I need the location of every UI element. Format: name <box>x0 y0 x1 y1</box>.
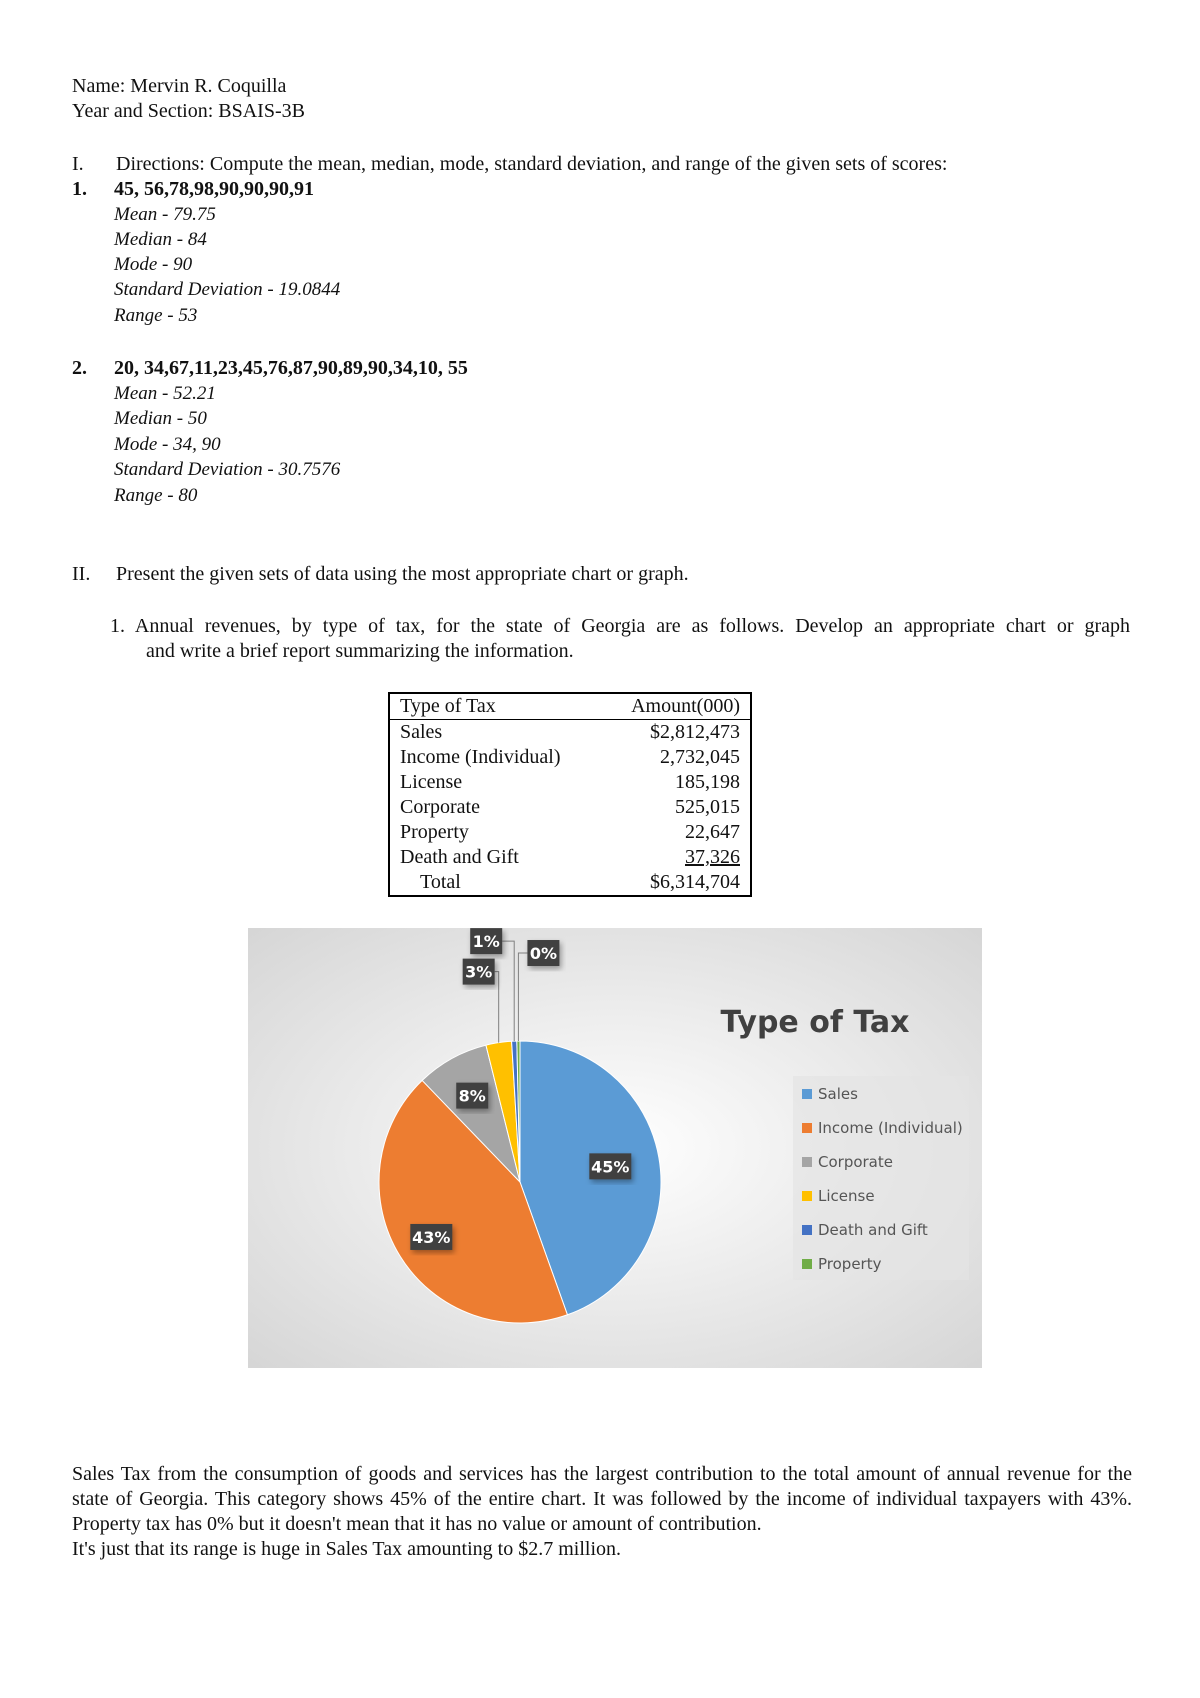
part2-item-line2: and write a brief report summarizing the information. <box>146 640 574 662</box>
legend-label: Sales <box>818 1085 858 1103</box>
set2-mean: Mean - 52.21 <box>114 383 216 404</box>
table-cell-amount-wrap <box>600 845 751 870</box>
table-row <box>389 845 751 870</box>
table-total-label: Total <box>420 871 461 893</box>
table-total-value: $6,314,704 <box>650 871 740 893</box>
part2-item-line1: 1. Annual revenues, by type of tax, for the state of Georgia are as follows. Develop an appropriate chart or graph <box>110 615 1130 637</box>
legend-swatch <box>802 1089 812 1099</box>
table-cell-type: Corporate <box>400 796 480 818</box>
set1-sd: Standard Deviation - 19.0844 <box>114 279 341 300</box>
legend-label: Death and Gift <box>818 1221 928 1239</box>
set1-number: 1. <box>72 178 87 200</box>
table-row <box>389 770 751 795</box>
legend-label: License <box>818 1187 875 1205</box>
part1-directions: Directions: Compute the mean, median, mode, standard deviation, and range of the given sets of scores: <box>116 153 948 175</box>
set2-sd: Standard Deviation - 30.7576 <box>114 459 341 480</box>
table-cell-amount: $2,812,473 <box>650 721 740 743</box>
data-label-death-and-gift <box>470 928 502 954</box>
legend-swatch <box>802 1191 812 1201</box>
set2-range: Range - 80 <box>114 485 198 506</box>
set2-number: 2. <box>72 357 87 379</box>
table-cell-type: Sales <box>400 721 443 743</box>
table-cell-amount: 22,647 <box>685 821 740 843</box>
table-row <box>389 720 751 746</box>
table-row <box>389 745 751 770</box>
data-label-text: 8% <box>458 1086 486 1106</box>
chart-title: Type of Tax <box>720 1005 910 1040</box>
data-label-license <box>463 959 495 985</box>
set1-mean: Mean - 79.75 <box>114 204 216 225</box>
legend-entry <box>802 1119 963 1137</box>
table-cell-type: Death and Gift <box>400 846 519 868</box>
legend-label: Property <box>818 1255 882 1273</box>
data-label-text: 43% <box>412 1227 451 1247</box>
table-cell-amount: 525,015 <box>675 796 740 818</box>
table-cell-amount: 185,198 <box>675 771 740 793</box>
year-section: Year and Section: BSAIS-3B <box>72 100 305 122</box>
data-label-sales <box>589 1153 631 1179</box>
table-cell-amount: 2,732,045 <box>660 746 740 768</box>
table-header-row <box>389 693 751 720</box>
table-row <box>389 795 751 820</box>
summary-text: Sales Tax from the consumption of goods and services has the largest contribution to the total amount of annual revenue for the state of Georgia. This category shows 45% of the entire chart. It was followed by the income of individual taxpayers with 43%. Property tax has 0% but it doesn't mean that it has no value or amount of contribution. <box>72 1463 1132 1535</box>
set2-data: 20, 34,67,11,23,45,76,87,90,89,90,34,10, 55 <box>114 357 468 379</box>
summary-last-line: It's just that its range is huge in Sales Tax amounting to $2.7 million. <box>72 1538 622 1560</box>
legend-swatch <box>802 1225 812 1235</box>
tax-table <box>388 692 752 897</box>
table-cell-amount: 37,326 <box>685 846 740 868</box>
part2-instruction: Present the given sets of data using the most appropriate chart or graph. <box>116 563 689 585</box>
legend-label: Corporate <box>818 1153 893 1171</box>
set2-median: Median - 50 <box>114 408 207 429</box>
table-cell-type: Income (Individual) <box>400 746 561 768</box>
pie-slices <box>379 1041 661 1323</box>
set1-data: 45, 56,78,98,90,90,90,91 <box>114 178 314 200</box>
table-total-row <box>389 870 751 896</box>
data-label-text: 3% <box>465 962 493 982</box>
legend-swatch <box>802 1157 812 1167</box>
table-cell-type: Property <box>400 821 469 843</box>
part2-numeral: II. <box>72 563 91 585</box>
data-label-property <box>527 940 559 966</box>
table-row <box>389 820 751 845</box>
student-name: Name: Mervin R. Coquilla <box>72 75 287 97</box>
table-header-type: Type of Tax <box>389 693 600 720</box>
set1-mode: Mode - 90 <box>114 254 193 275</box>
summary-paragraph <box>72 1462 1132 1562</box>
data-label-corporate <box>456 1083 488 1109</box>
legend-swatch <box>802 1259 812 1269</box>
part1-numeral: I. <box>72 153 84 175</box>
data-label-text: 1% <box>472 932 500 952</box>
legend-swatch <box>802 1123 812 1133</box>
legend-entry <box>802 1221 928 1239</box>
pie-chart <box>248 928 982 1368</box>
legend-label: Income (Individual) <box>818 1119 963 1137</box>
table-cell-type: License <box>400 771 463 793</box>
legend-box <box>793 1076 969 1280</box>
data-label-income-individual <box>410 1224 452 1250</box>
table-header-amount: Amount(000) <box>600 693 751 720</box>
data-label-text: 0% <box>529 944 557 964</box>
set1-median: Median - 84 <box>114 229 207 250</box>
pie-chart-svg <box>248 928 982 1368</box>
data-label-text: 45% <box>591 1157 630 1177</box>
set1-range: Range - 53 <box>114 305 198 326</box>
set2-mode: Mode - 34, 90 <box>114 434 221 455</box>
